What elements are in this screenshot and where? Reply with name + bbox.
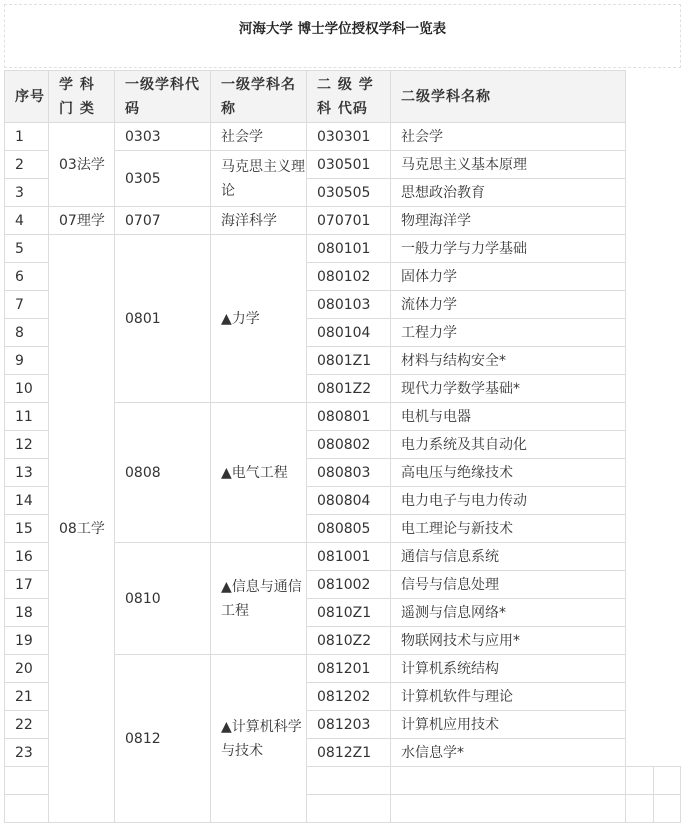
row-index: 1 [5, 123, 49, 151]
row-index: 19 [5, 627, 49, 655]
table-header-row [5, 71, 681, 123]
second-level-name: 计算机系统结构 [391, 655, 626, 683]
subject-table [4, 70, 681, 823]
category-cell: 08工学 [49, 235, 115, 823]
row-index: 3 [5, 179, 49, 207]
row-index: 20 [5, 655, 49, 683]
second-level-code: 0810Z1 [307, 599, 391, 627]
second-level-code: 080802 [307, 431, 391, 459]
row-index: 14 [5, 487, 49, 515]
second-level-name: 电机与电器 [391, 403, 626, 431]
first-level-code: 0707 [115, 207, 211, 235]
header-first-level-code: 一级学科代码 [115, 71, 211, 123]
second-level-code: 0810Z2 [307, 627, 391, 655]
second-level-name: 材料与结构安全* [391, 347, 626, 375]
second-level-name: 计算机软件与理论 [391, 683, 626, 711]
table-row [5, 123, 681, 151]
second-level-code: 081203 [307, 711, 391, 739]
second-level-code: 080103 [307, 291, 391, 319]
second-level-name: 现代力学数学基础* [391, 375, 626, 403]
row-index: 12 [5, 431, 49, 459]
second-level-code: 080104 [307, 319, 391, 347]
second-level-name: 一般力学与力学基础 [391, 235, 626, 263]
second-level-name: 电力系统及其自动化 [391, 431, 626, 459]
second-level-code: 080801 [307, 403, 391, 431]
second-level-name: 电力电子与电力传动 [391, 487, 626, 515]
header-index: 序号 [5, 71, 49, 123]
table-row [5, 235, 681, 263]
second-level-code: 081202 [307, 683, 391, 711]
second-level-name: 信号与信息处理 [391, 571, 626, 599]
first-level-code: 0801 [115, 235, 211, 403]
row-index: 16 [5, 543, 49, 571]
second-level-name: 电工理论与新技术 [391, 515, 626, 543]
row-index: 4 [5, 207, 49, 235]
row-index: 6 [5, 263, 49, 291]
second-level-name: 工程力学 [391, 319, 626, 347]
second-level-name: 思想政治教育 [391, 179, 626, 207]
second-level-name: 水信息学* [391, 739, 626, 767]
second-level-code: 070701 [307, 207, 391, 235]
second-level-code: 0812Z1 [307, 739, 391, 767]
first-level-name: ▲电气工程 [211, 403, 307, 543]
row-index: 2 [5, 151, 49, 179]
first-level-code: 0810 [115, 543, 211, 655]
second-level-code: 080804 [307, 487, 391, 515]
first-level-name: ▲信息与通信工程 [211, 543, 307, 655]
row-index: 17 [5, 571, 49, 599]
second-level-code: 030501 [307, 151, 391, 179]
row-index: 23 [5, 739, 49, 767]
category-cell: 07理学 [49, 207, 115, 235]
page-title: 河海大学 博士学位授权学科一览表 [238, 21, 447, 37]
first-level-code: 0812 [115, 655, 211, 823]
category-cell: 03法学 [49, 123, 115, 207]
second-level-name: 物联网技术与应用* [391, 627, 626, 655]
second-level-code: 081001 [307, 543, 391, 571]
page-frame [4, 4, 681, 804]
second-level-name: 遥测与信息网络* [391, 599, 626, 627]
first-level-name: ▲计算机科学与技术 [211, 655, 307, 823]
second-level-code: 081201 [307, 655, 391, 683]
row-index: 8 [5, 319, 49, 347]
second-level-code: 080803 [307, 459, 391, 487]
first-level-code: 0303 [115, 123, 211, 151]
second-level-code: 080805 [307, 515, 391, 543]
second-level-code: 080102 [307, 263, 391, 291]
row-index: 21 [5, 683, 49, 711]
first-level-name: ▲力学 [211, 235, 307, 403]
second-level-name: 社会学 [391, 123, 626, 151]
second-level-code: 0801Z1 [307, 347, 391, 375]
first-level-code: 0808 [115, 403, 211, 543]
second-level-name: 计算机应用技术 [391, 711, 626, 739]
title-box [4, 4, 681, 68]
row-index: 18 [5, 599, 49, 627]
second-level-code: 081002 [307, 571, 391, 599]
row-index: 7 [5, 291, 49, 319]
row-index: 5 [5, 235, 49, 263]
row-index: 15 [5, 515, 49, 543]
second-level-name: 物理海洋学 [391, 207, 626, 235]
header-second-level-name: 二级学科名称 [391, 71, 626, 123]
row-index: 11 [5, 403, 49, 431]
header-first-level-name: 一级学科名称 [211, 71, 307, 123]
second-level-code: 0801Z2 [307, 375, 391, 403]
first-level-name: 社会学 [211, 123, 307, 151]
header-second-level-code: 二 级 学 科 代码 [307, 71, 391, 123]
first-level-name: 海洋科学 [211, 207, 307, 235]
row-index: 9 [5, 347, 49, 375]
row-index: 22 [5, 711, 49, 739]
second-level-name: 流体力学 [391, 291, 626, 319]
second-level-name: 马克思主义基本原理 [391, 151, 626, 179]
row-index: 10 [5, 375, 49, 403]
second-level-code: 080101 [307, 235, 391, 263]
first-level-code: 0305 [115, 151, 211, 207]
second-level-name: 固体力学 [391, 263, 626, 291]
second-level-name: 高电压与绝缘技术 [391, 459, 626, 487]
table-row [5, 207, 681, 235]
second-level-code: 030301 [307, 123, 391, 151]
second-level-code: 030505 [307, 179, 391, 207]
header-category: 学 科 门 类 [49, 71, 115, 123]
second-level-name: 通信与信息系统 [391, 543, 626, 571]
first-level-name: 马克思主义理论 [211, 151, 307, 207]
row-index: 13 [5, 459, 49, 487]
